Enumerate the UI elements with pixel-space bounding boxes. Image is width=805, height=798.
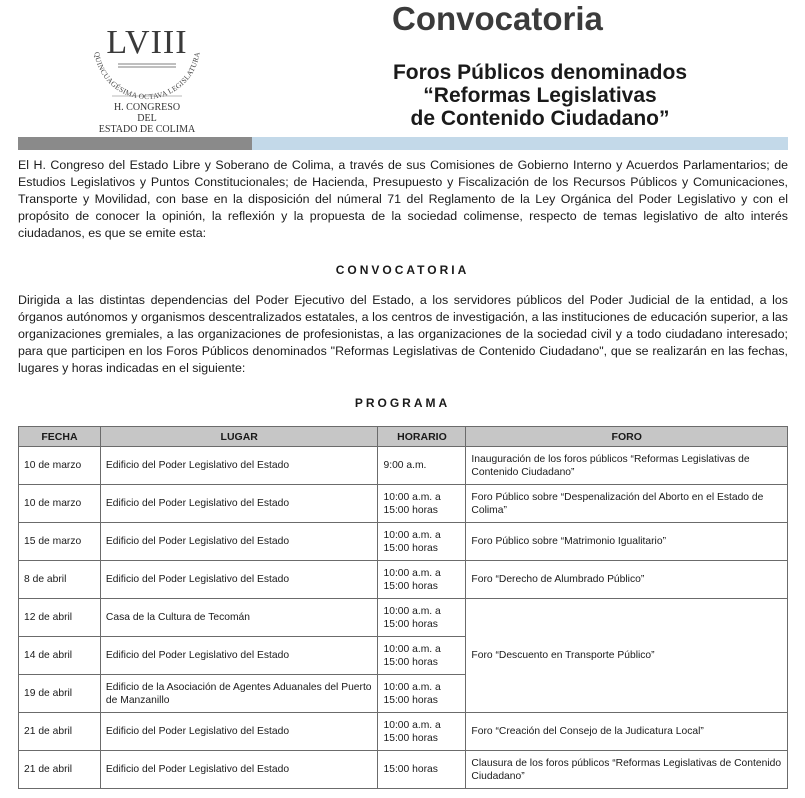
- cell-horario: 10:00 a.m. a 15:00 horas: [378, 599, 466, 637]
- cell-horario: 10:00 a.m. a 15:00 horas: [378, 637, 466, 675]
- event-name-line: Foros Públicos denominados: [392, 61, 688, 84]
- intro-paragraph: El H. Congreso del Estado Libre y Soberano de Colima, a través de sus Comisiones de Gobierno Interno y Acuerdos Parlamentarios; de Estudios Legislativos y Puntos Constitucionales; de Hacienda, Presupuesto y Fiscalización de los Recursos Públicos y Comunicaciones, Transporte y Movilidad, con base en la disposición del númeral 71 del Reglamento de la Ley Orgánica del Poder Legislativo y con el propósito de conocer la opinión, la reflexión y la propuesta de la sociedad colimense, respecto de temas legislativo de alto interés ciudadanos, es que se emite esta:: [18, 158, 788, 240]
- cell-lugar: Edificio del Poder Legislativo del Estado: [100, 637, 378, 675]
- cell-fecha: 21 de abril: [19, 751, 101, 789]
- cell-horario: 10:00 a.m. a 15:00 horas: [378, 523, 466, 561]
- logo-arc-text: QUINCUAGÉSIMA OCTAVA LEGISLATURA: [92, 51, 202, 102]
- cell-lugar: Edificio del Poder Legislativo del Estado: [100, 751, 378, 789]
- cell-horario: 9:00 a.m.: [378, 447, 466, 485]
- column-header-lugar: LUGAR: [100, 427, 378, 447]
- event-name-line: de Contenido Ciudadano”: [410, 107, 670, 130]
- logo-org-line: ESTADO DE COLIMA: [98, 124, 196, 135]
- cell-lugar: Edificio del Poder Legislativo del Estado: [100, 713, 378, 751]
- table-row: [19, 751, 788, 789]
- table-row: [19, 713, 788, 751]
- cell-foro: Foro “Descuento en Transporte Público”: [466, 599, 788, 713]
- cell-foro: Clausura de los foros públicos “Reformas Legislativas de Contenido Ciudadano”: [466, 751, 788, 789]
- cell-horario: 10:00 a.m. a 15:00 horas: [378, 485, 466, 523]
- congress-logo: [82, 6, 212, 134]
- logo-org-name: [82, 102, 212, 135]
- cell-fecha: 14 de abril: [19, 637, 101, 675]
- cell-lugar: Casa de la Cultura de Tecomán: [100, 599, 378, 637]
- cell-foro: Foro “Creación del Consejo de la Judicatura Local”: [466, 713, 788, 751]
- document-title: Convocatoria: [392, 0, 603, 37]
- cell-foro: Foro Público sobre “Matrimonio Igualitario”: [466, 523, 788, 561]
- logo-org-line: DEL: [137, 113, 157, 124]
- table-header-row: [19, 427, 788, 447]
- logo-numeral: LVIII: [106, 24, 188, 61]
- cell-fecha: 15 de marzo: [19, 523, 101, 561]
- cell-foro: Inauguración de los foros públicos “Reformas Legislativas de Contenido Ciudadano”: [466, 447, 788, 485]
- table-row: [19, 523, 788, 561]
- cell-fecha: 8 de abril: [19, 561, 101, 599]
- cell-horario: 10:00 a.m. a 15:00 horas: [378, 675, 466, 713]
- event-name: [360, 61, 720, 130]
- convocatoria-heading: CONVOCATORIA: [335, 263, 470, 277]
- cell-fecha: 10 de marzo: [19, 485, 101, 523]
- column-header-fecha: FECHA: [19, 427, 101, 447]
- event-name-line: “Reformas Legislativas: [423, 84, 657, 107]
- cell-horario: 15:00 horas: [378, 751, 466, 789]
- column-header-horario: HORARIO: [378, 427, 466, 447]
- cell-foro: Foro “Derecho de Alumbrado Público”: [466, 561, 788, 599]
- programa-heading: PROGRAMA: [354, 396, 451, 410]
- cell-fecha: 19 de abril: [19, 675, 101, 713]
- logo-org-line: H. CONGRESO: [113, 102, 181, 113]
- cell-horario: 10:00 a.m. a 15:00 horas: [378, 713, 466, 751]
- program-table: [18, 426, 788, 789]
- cell-fecha: 12 de abril: [19, 599, 101, 637]
- table-row: [19, 485, 788, 523]
- cell-lugar: Edificio del Poder Legislativo del Estado: [100, 561, 378, 599]
- header-divider-dark: [18, 137, 252, 150]
- cell-lugar: Edificio del Poder Legislativo del Estado: [100, 523, 378, 561]
- call-paragraph: Dirigida a las distintas dependencias del Poder Ejecutivo del Estado, a los servidores públicos del Poder Judicial de la entidad, a los órganos autónomos y organismos descentralizados estatales, a los centros de investigación, a las instituciones de educación superior, a las organizaciones gremiales, a las organizaciones de profesionistas, a las organizaciones de la sociedad civil y a todo ciudadano interesado; para que participen en los Foros Públicos denominados "Reformas Legislativas de Contenido Ciudadano", que se realizarán en las fechas, lugares y horas indicadas en el siguiente:: [18, 293, 788, 375]
- table-row: [19, 561, 788, 599]
- header-divider-light: [252, 137, 788, 150]
- cell-lugar: Edificio de la Asociación de Agentes Aduanales del Puerto de Manzanillo: [100, 675, 378, 713]
- cell-horario: 10:00 a.m. a 15:00 horas: [378, 561, 466, 599]
- cell-lugar: Edificio del Poder Legislativo del Estado: [100, 447, 378, 485]
- column-header-foro: FORO: [466, 427, 788, 447]
- table-row: [19, 599, 788, 637]
- table-row: [19, 447, 788, 485]
- cell-fecha: 10 de marzo: [19, 447, 101, 485]
- cell-foro: Foro Público sobre “Despenalización del Aborto en el Estado de Colima”: [466, 485, 788, 523]
- cell-lugar: Edificio del Poder Legislativo del Estado: [100, 485, 378, 523]
- cell-fecha: 21 de abril: [19, 713, 101, 751]
